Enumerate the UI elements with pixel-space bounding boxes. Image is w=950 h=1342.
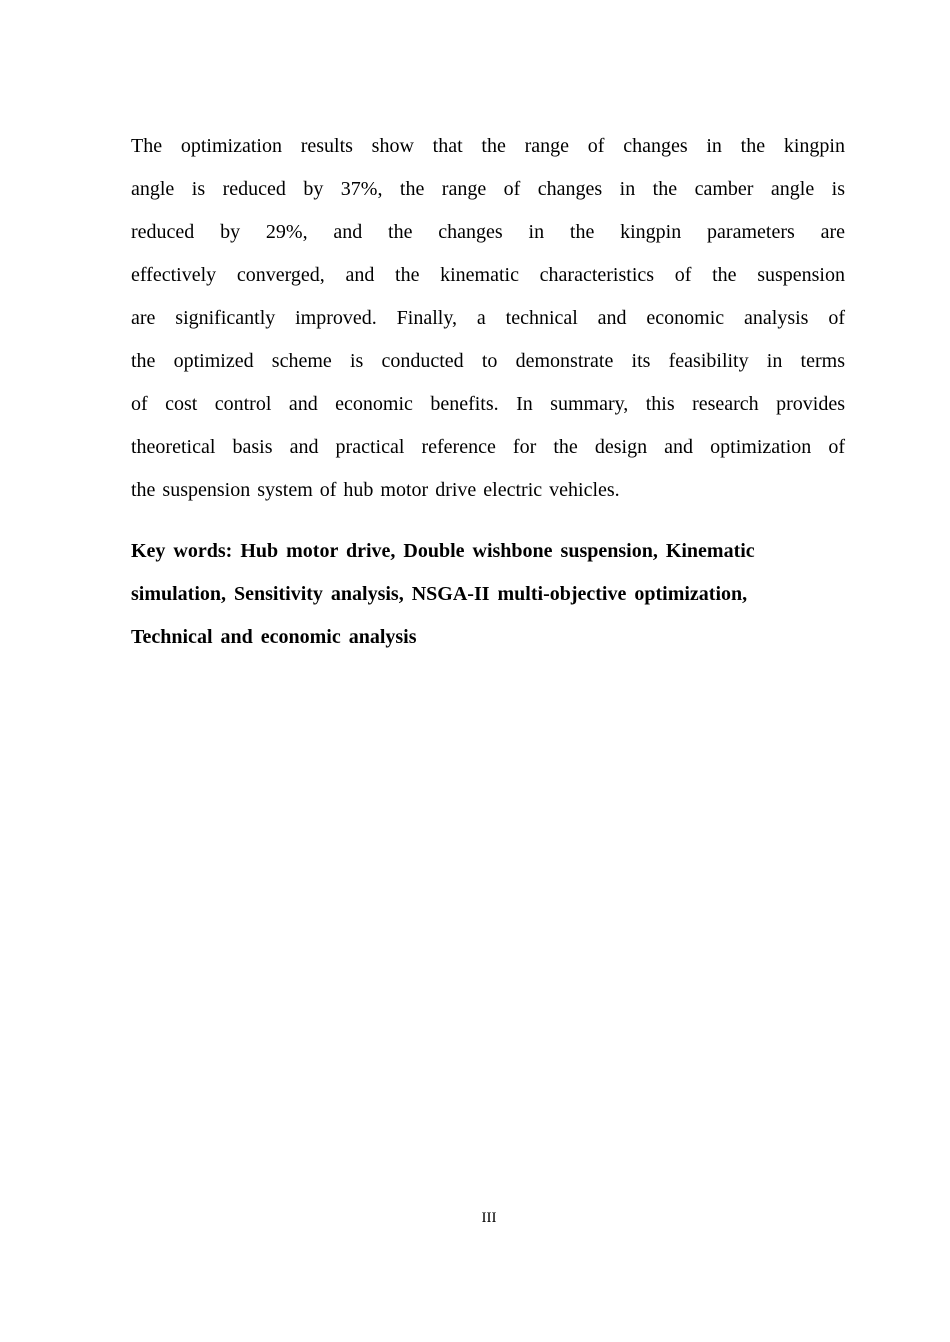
abstract-line: of cost control and economic benefits. In summary, this research provides bbox=[131, 393, 845, 415]
abstract-line: the optimized scheme is conducted to demonstrate its feasibility in terms bbox=[131, 350, 845, 372]
keywords-line: simulation, Sensitivity analysis, NSGA-II multi-objective optimization, bbox=[131, 583, 748, 605]
abstract-paragraph bbox=[131, 125, 845, 512]
keywords-line: Key words: Hub motor drive, Double wishbone suspension, Kinematic bbox=[131, 540, 755, 562]
abstract-line: reduced by 29%, and the changes in the kingpin parameters are bbox=[131, 221, 845, 243]
abstract-line-last: the suspension system of hub motor drive electric vehicles. bbox=[131, 479, 620, 501]
abstract-line: are significantly improved. Finally, a technical and economic analysis of bbox=[131, 307, 845, 329]
abstract-line: angle is reduced by 37%, the range of changes in the camber angle is bbox=[131, 178, 845, 200]
abstract-line: effectively converged, and the kinematic characteristics of the suspension bbox=[131, 264, 845, 286]
abstract-line: theoretical basis and practical reference for the design and optimization of bbox=[131, 436, 845, 458]
keywords-section bbox=[131, 530, 845, 659]
page-number: III bbox=[481, 1210, 497, 1226]
keywords-line: Technical and economic analysis bbox=[131, 626, 417, 648]
abstract-line: The optimization results show that the range of changes in the kingpin bbox=[131, 135, 845, 157]
